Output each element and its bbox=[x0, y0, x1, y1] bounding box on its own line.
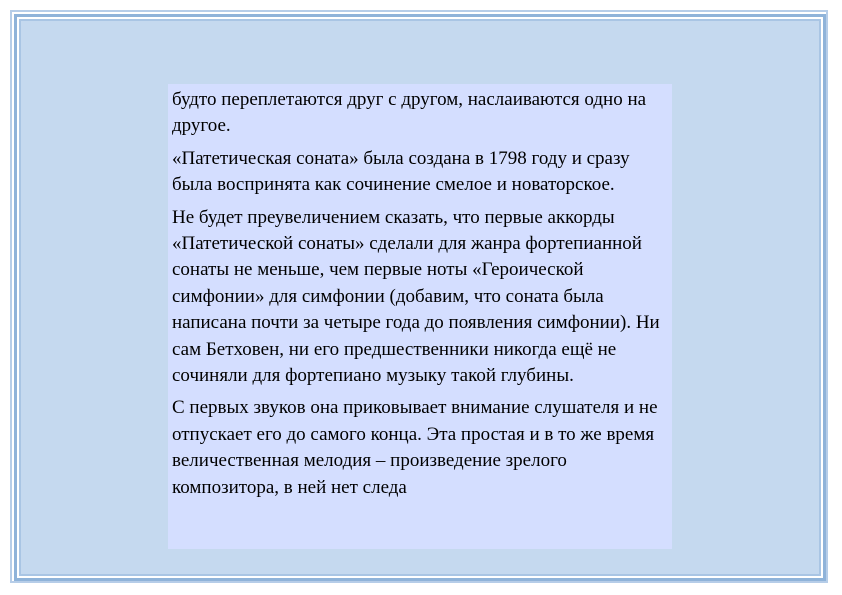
paragraph-4: С первых звуков она приковывает внимание слушателя и не отпускает его до самого конца. Эта простая и в то же время величественная мелодия – произведение зрелого композитора, в ней нет следа bbox=[172, 397, 658, 498]
paragraph-2: «Патетическая соната» была создана в 1798 году и сразу была воспринята как сочинение смелое и новаторское. bbox=[172, 147, 630, 196]
paragraph-3: Не будет преувеличением сказать, что первые аккорды «Патетической сонаты» сделали для жанра фортепианной сонаты не меньше, чем первые ноты «Героической симфонии» для симфонии (добавим, что соната была написана почти за четыре года до появления симфонии). Ни сам Бетховен, ни его предшественники никогда ещё не сочиняли для фортепиано музыку такой глубины. bbox=[172, 206, 660, 387]
text-box bbox=[168, 84, 672, 549]
paragraph-1: будто переплетаются друг с другом, наслаиваются одно на другое. bbox=[172, 89, 647, 137]
